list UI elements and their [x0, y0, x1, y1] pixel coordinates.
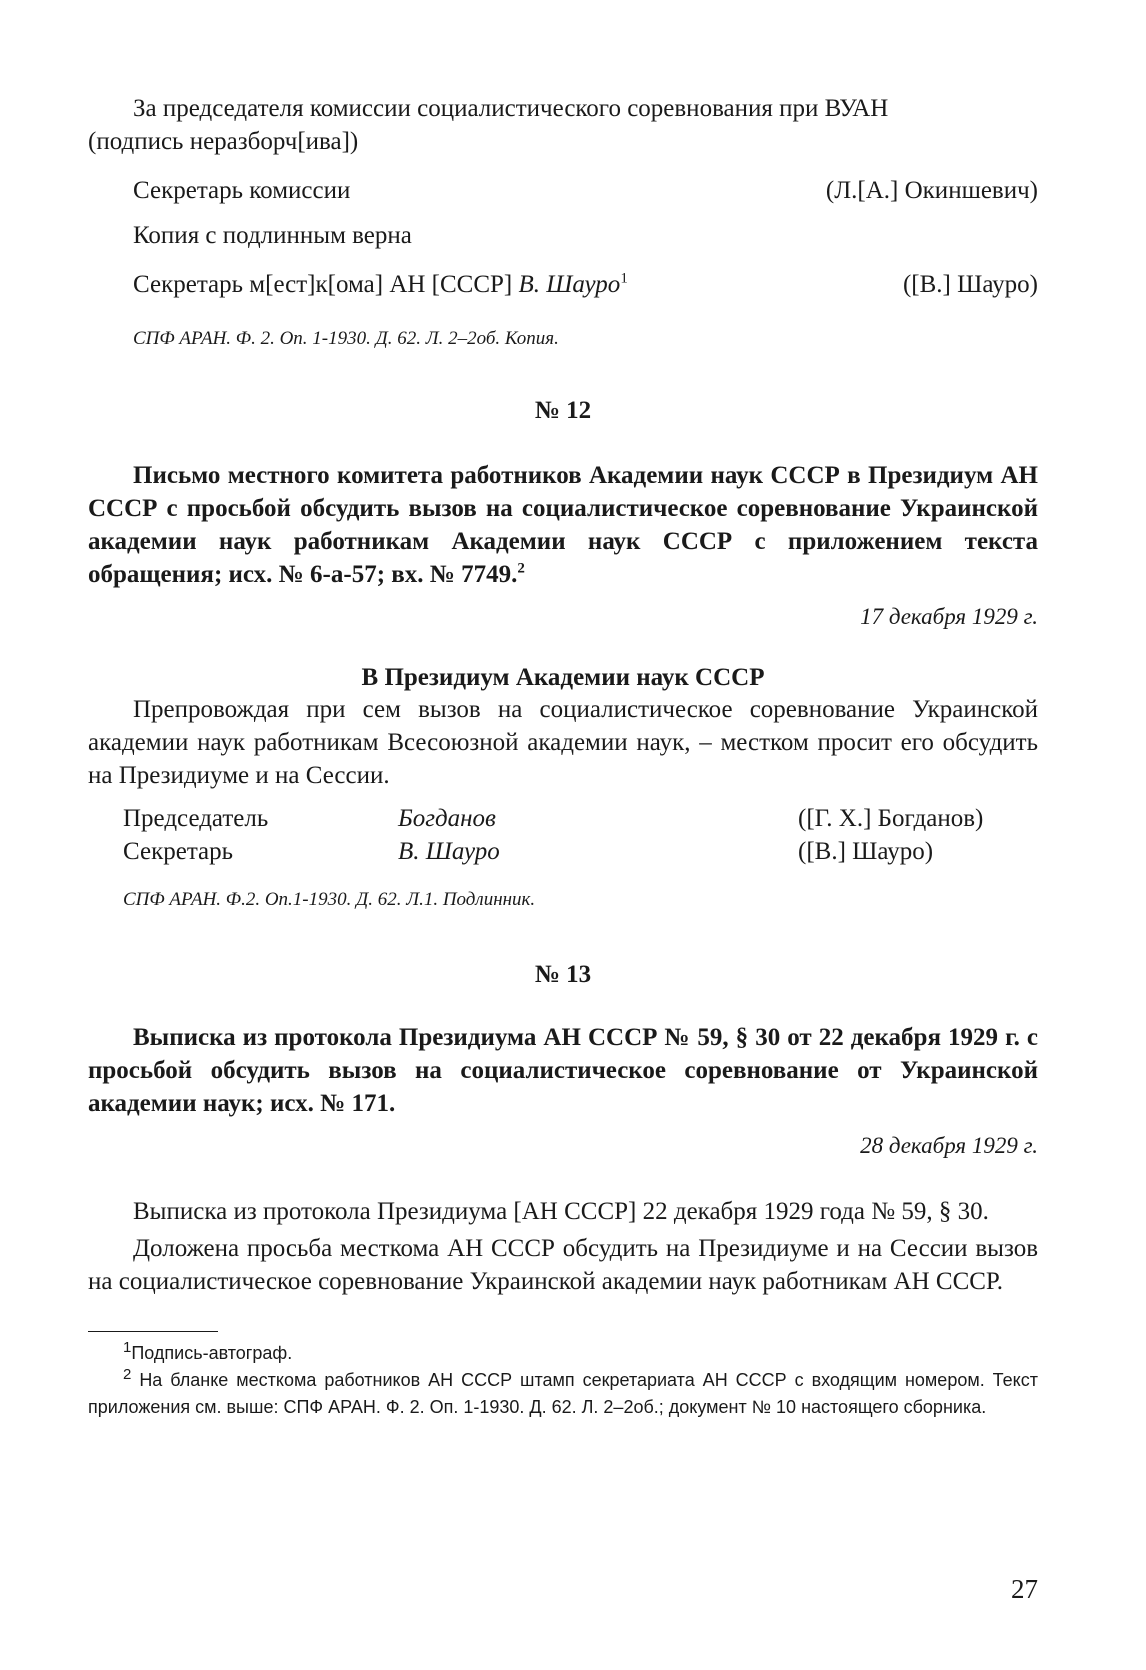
footnote-ref-2: 2 [517, 560, 525, 577]
commission-secretary-row [88, 174, 1038, 207]
footnote-1-mark: 1 [123, 1339, 132, 1356]
doc12-signatures [88, 802, 1038, 868]
archive-source-2: СПФ АРАН. Ф.2. Оп.1-1930. Д. 62. Л.1. Подлинник. [123, 889, 536, 910]
doc13-date-block [88, 1129, 1038, 1162]
source-block-2 [88, 883, 1038, 916]
footnote-2-text: На бланке месткома работников АН СССР штамп секретариата АН СССР с входящим номером. Текст приложения см. выше: СПФ АРАН. Ф. 2. Оп. 1-1930. Д. 62. Л. 2–2об.; документ № 10 настоящего сборника. [88, 1370, 1038, 1417]
doc12-addressee: В Президиум Академии наук СССР [361, 664, 765, 691]
doc13-para2: Доложена просьба месткома АН СССР обсудить на Президиуме и на Сессии вызов на социалистическое соревнование Украинской академии наук работникам АН СССР. [88, 1235, 1038, 1295]
doc12-date: 17 декабря 1929 г. [860, 604, 1038, 629]
commission-chair-line: За председателя комиссии социалистического соревнования при ВУАН [133, 95, 889, 122]
footnote-ref-1: 1 [620, 270, 628, 287]
footnote-2 [88, 1367, 1038, 1421]
top-block [88, 92, 1038, 158]
chair-role: Председатель [123, 805, 269, 832]
signature-row-secretary [88, 835, 1038, 868]
source-block-1 [88, 322, 1038, 355]
doc12-body-block [88, 693, 1038, 792]
doc13-date: 28 декабря 1929 г. [860, 1133, 1038, 1158]
signature-row-chair [88, 802, 1038, 835]
doc12-number-block [88, 394, 1038, 427]
footnote-1-text: Подпись-автограф. [131, 1343, 293, 1363]
commission-secretary-label: Секретарь комиссии [133, 177, 351, 204]
doc13-title: Выписка из протокола Президиума АН СССР № 59, § 30 от 22 декабря 1929 г. с просьбой обсудить вызов на социалистическое соревнование от Украинской академии наук; исх. № 171. [88, 1024, 1038, 1117]
archive-source-1: СПФ АРАН. Ф. 2. Оп. 1-1930. Д. 62. Л. 2–2об. Копия. [133, 328, 559, 349]
secretary-role: Секретарь [123, 838, 234, 865]
chair-signature: Богданов [398, 805, 496, 832]
secretary-name: ([В.] Шауро) [798, 838, 934, 865]
copy-note: Копия с подлинным верна [133, 222, 412, 249]
mestkom-secretary-label [88, 268, 628, 301]
footnote-2-mark: 2 [123, 1366, 132, 1383]
doc13-body-block [88, 1195, 1038, 1298]
doc12-body: Препровождая при сем вызов на социалистическое соревнование Украинской академии наук работникам Всесоюзной академии наук, – местком просит его обсудить на Президиуме и на Сессии. [88, 696, 1038, 789]
footnote-separator [88, 1331, 218, 1332]
mestkom-secretary-row [88, 268, 1038, 301]
secretary-signature: В. Шауро [398, 838, 500, 865]
mestkom-secretary-title: Секретарь м[ест]к[ома] АН [СССР] [133, 271, 519, 298]
page-number: 27 [1011, 1574, 1038, 1604]
doc12-title-block [88, 459, 1038, 591]
doc12-date-block [88, 600, 1038, 633]
doc12-title-text: Письмо местного комитета работников Академии наук СССР в Президиум АН СССР с просьбой обсудить вызов на социалистическое соревнование Украинской академии наук работникам Академии наук СССР с приложением текста обращения; исх. № 6-а-57; вх. № 7749. [88, 462, 1038, 588]
copy-note-block [88, 219, 1038, 252]
chair-name: ([Г. Х.] Богданов) [798, 805, 984, 832]
doc13-para1: Выписка из протокола Президиума [АН СССР] 22 декабря 1929 года № 59, § 30. [133, 1198, 989, 1225]
doc13-number: № 13 [534, 961, 592, 988]
doc13-title-block [88, 1021, 1038, 1120]
commission-secretary-name: (Л.[А.] Окиншевич) [825, 177, 1038, 204]
signature-note: (подпись неразборч[ива]) [88, 128, 359, 155]
mestkom-secretary-name: ([В.] Шауро) [902, 271, 1038, 298]
footnote-1 [88, 1340, 1038, 1367]
doc13-number-block [88, 958, 1038, 991]
mestkom-secretary-signature: В. Шауро [518, 271, 621, 298]
footnotes [88, 1331, 1038, 1421]
doc12-number: № 12 [534, 397, 592, 424]
doc12-addressee-block [88, 661, 1038, 694]
doc12-title [88, 459, 1038, 591]
